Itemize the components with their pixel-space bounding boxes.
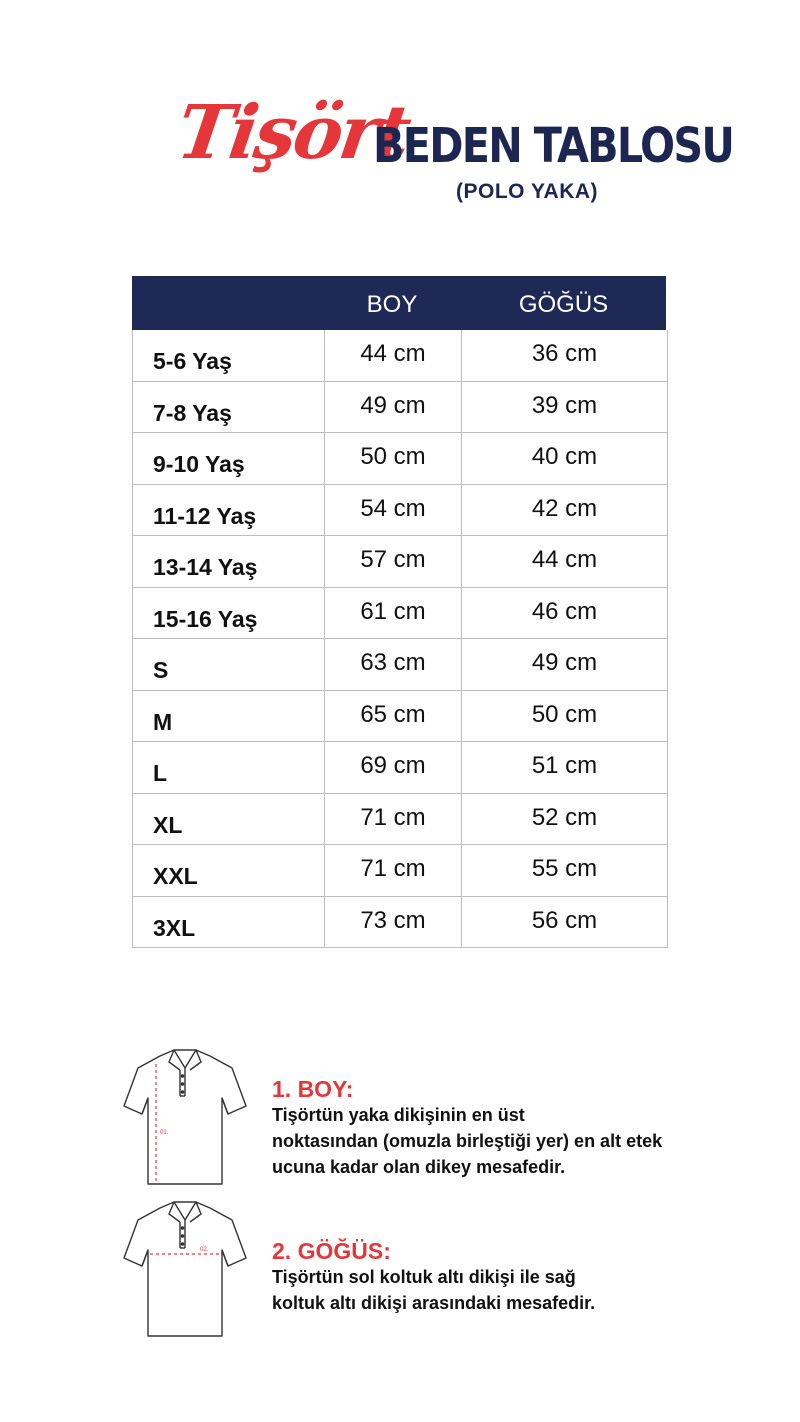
row-gogus: 50 cm <box>531 700 598 728</box>
gogus-description <box>272 1264 742 1316</box>
row-gogus: 51 cm <box>531 752 598 779</box>
gogus-line-2: koltuk altı dikişi arasındaki mesafedir. <box>272 1293 596 1313</box>
diagram-label-02: 02. <box>200 1247 209 1253</box>
row-gogus: 49 cm <box>531 649 598 676</box>
table-row <box>133 794 667 846</box>
row-gogus: 36 cm <box>531 340 598 367</box>
size-table <box>132 276 666 941</box>
table-row <box>133 536 667 588</box>
row-size: XXL <box>153 863 198 889</box>
row-boy: 71 cm <box>324 794 462 845</box>
row-gogus: 40 cm <box>531 443 598 470</box>
row-size: 9-10 Yaş <box>153 451 245 477</box>
row-gogus: 46 cm <box>531 597 598 625</box>
brand-logo: Tişört <box>171 90 414 176</box>
row-size: 3XL <box>153 914 196 941</box>
row-gogus: 52 cm <box>531 803 598 831</box>
row-boy: 50 cm <box>324 433 462 484</box>
gogus-title: 2. GÖĞÜS: <box>272 1238 391 1264</box>
row-size: 11-12 Yaş <box>153 502 257 529</box>
row-gogus: 39 cm <box>531 391 598 419</box>
row-size: 13-14 Yaş <box>153 554 258 580</box>
row-size: 5-6 Yaş <box>153 348 232 374</box>
table-row <box>133 742 667 794</box>
row-boy: 69 cm <box>324 742 462 793</box>
table-row <box>133 845 667 897</box>
boy-line-2: noktasından (omuzla birleştiği yer) en alt etek <box>272 1131 663 1151</box>
row-size: 7-8 Yaş <box>153 399 232 426</box>
page-subtitle: (POLO YAKA) <box>456 180 599 203</box>
header-boy: BOY <box>366 291 418 318</box>
boy-title: 1. BOY: <box>272 1076 354 1102</box>
row-boy: 44 cm <box>324 330 462 381</box>
boy-line-3: ucuna kadar olan dikey mesafedir. <box>272 1157 566 1177</box>
table-row <box>133 691 667 743</box>
header-size <box>132 276 323 330</box>
row-gogus: 44 cm <box>531 546 598 573</box>
table-row <box>133 897 667 949</box>
gogus-line-1: Tişörtün sol koltuk altı dikişi ile sağ <box>272 1267 576 1287</box>
row-boy: 57 cm <box>324 536 462 587</box>
row-size: XL <box>153 811 183 838</box>
table-row <box>133 485 667 537</box>
table-body <box>132 330 668 948</box>
row-boy: 63 cm <box>324 639 462 690</box>
table-row <box>133 588 667 640</box>
table-row <box>133 330 667 382</box>
header <box>0 80 800 220</box>
row-gogus: 42 cm <box>531 494 598 522</box>
row-boy: 73 cm <box>324 897 462 948</box>
boy-line-1: Tişörtün yaka dikişinin en üst <box>272 1105 525 1125</box>
row-boy: 65 cm <box>324 691 462 742</box>
diagram-label-01: 01. <box>160 1130 169 1136</box>
row-size: 15-16 Yaş <box>153 605 258 632</box>
row-boy: 71 cm <box>324 845 462 896</box>
row-boy: 54 cm <box>324 485 462 536</box>
table-row <box>133 639 667 691</box>
header-gogus: GÖĞÜS <box>518 291 609 318</box>
row-gogus: 55 cm <box>531 855 598 882</box>
table-header <box>132 276 666 330</box>
row-size: S <box>153 657 169 683</box>
page-title: BEDEN TABLOSU <box>373 118 734 174</box>
row-size: L <box>153 760 168 786</box>
row-size: M <box>153 708 173 735</box>
row-boy: 61 cm <box>324 588 462 639</box>
row-boy: 49 cm <box>324 382 462 433</box>
table-row <box>133 433 667 485</box>
row-gogus: 56 cm <box>531 906 598 934</box>
polo-gogus-diagram-icon <box>122 1198 248 1340</box>
table-row <box>133 382 667 434</box>
boy-description <box>272 1102 742 1180</box>
polo-boy-diagram-icon <box>122 1046 248 1188</box>
